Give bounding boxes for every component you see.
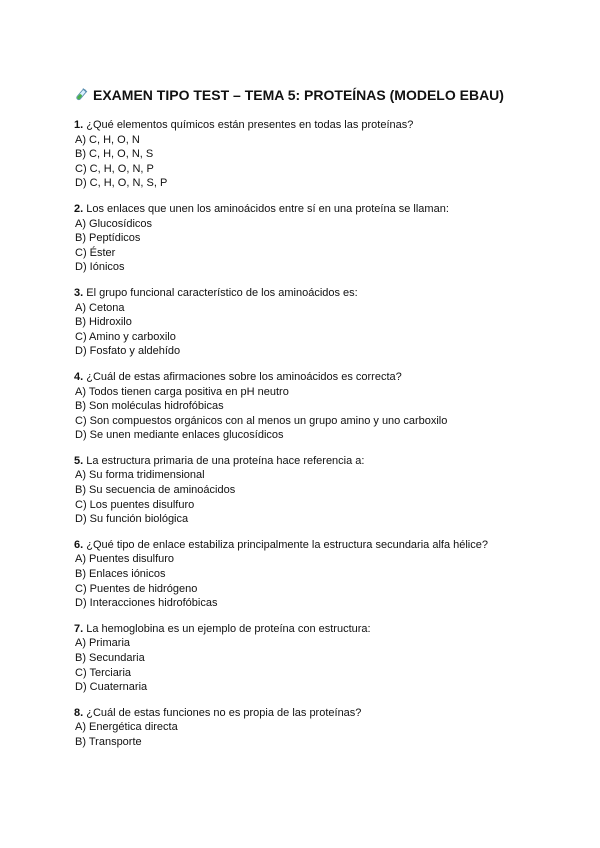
answer-option-a: A) Glucosídicos [75,217,153,230]
question-text: ¿Cuál de estas afirmaciones sobre los aminoácidos es correcta? [86,370,402,383]
answer-option-b: B) Hidroxilo [75,316,132,329]
question-text: La hemoglobina es un ejemplo de proteína con estructura: [86,622,371,635]
question-5 [74,454,600,527]
answer-option-c: C) Puentes de hidrógeno [75,582,198,595]
answer-option-a: A) Energética directa [75,721,178,734]
title-text: EXAMEN TIPO TEST – TEMA 5: PROTEÍNAS (MODELO EBAU) [93,87,504,103]
question-3 [74,286,600,359]
question-stem [74,454,600,469]
answer-option-a: A) Cetona [75,301,125,314]
question-stem [74,706,600,721]
answer-option-a: A) C, H, O, N [75,133,140,146]
question-7 [74,622,600,695]
question-stem [74,118,600,133]
test-tube-icon [74,88,88,102]
answer-option-c: C) Éster [75,246,116,259]
answer-option-a: A) Primaria [75,637,131,650]
answer-option-d: D) Su función biológica [75,513,189,526]
answer-option-d: D) Cuaternaria [75,681,148,694]
answer-option-b: B) Peptídicos [75,232,141,245]
question-stem [74,622,600,637]
answer-option-c: C) Terciaria [75,666,132,679]
answer-option-d: D) Iónicos [75,261,125,274]
question-stem [74,370,600,385]
question-stem [74,286,600,301]
answer-option-a: A) Su forma tridimensional [75,469,205,482]
question-6 [74,538,600,611]
question-4 [74,370,600,443]
question-stem [74,538,600,553]
question-text: El grupo funcional característico de los aminoácidos es: [86,286,358,299]
answer-option-c: C) Amino y carboxilo [75,330,176,343]
page-title [74,86,600,104]
answer-option-a: A) Todos tienen carga positiva en pH neutro [75,385,289,398]
question-number: 6. [74,538,84,551]
question-list [74,118,600,750]
answer-option-d: D) C, H, O, N, S, P [75,177,168,190]
answer-option-c: C) C, H, O, N, P [75,162,154,175]
question-number: 1. [74,119,84,131]
question-number: 7. [74,622,84,635]
question-number: 3. [74,286,84,299]
question-8 [74,706,600,750]
answer-option-b: B) Transporte [75,735,142,748]
answer-option-d: D) Fosfato y aldehído [75,345,181,358]
question-number: 4. [74,370,84,383]
answer-option-b: B) Secundaria [75,652,145,664]
question-stem [74,202,600,217]
answer-option-b: B) Son moléculas hidrofóbicas [75,400,224,413]
question-text: ¿Cuál de estas funciones no es propia de las proteínas? [86,706,362,719]
answer-option-d: D) Se unen mediante enlaces glucosídicos [75,429,284,442]
question-2 [74,202,600,275]
answer-option-c: C) Los puentes disulfuro [75,498,195,511]
question-text: ¿Qué tipo de enlace estabiliza principalmente la estructura secundaria alfa hélice? [86,538,488,551]
answer-option-d: D) Interacciones hidrofóbicas [75,597,218,610]
answer-option-b: B) C, H, O, N, S [75,148,154,161]
question-text: ¿Qué elementos químicos están presentes en todas las proteínas? [86,119,414,131]
question-1 [74,118,600,191]
question-text: Los enlaces que unen los aminoácidos entre sí en una proteína se llaman: [86,202,449,215]
question-number: 5. [74,454,84,467]
answer-option-a: A) Puentes disulfuro [75,553,175,566]
question-text: La estructura primaria de una proteína hace referencia a: [86,454,365,467]
answer-option-c: C) Son compuestos orgánicos con al menos un grupo amino y uno carboxilo [75,414,448,427]
question-number: 2. [74,202,84,215]
answer-option-b: B) Enlaces iónicos [75,568,166,581]
answer-option-b: B) Su secuencia de aminoácidos [75,484,236,497]
question-number: 8. [74,706,84,719]
